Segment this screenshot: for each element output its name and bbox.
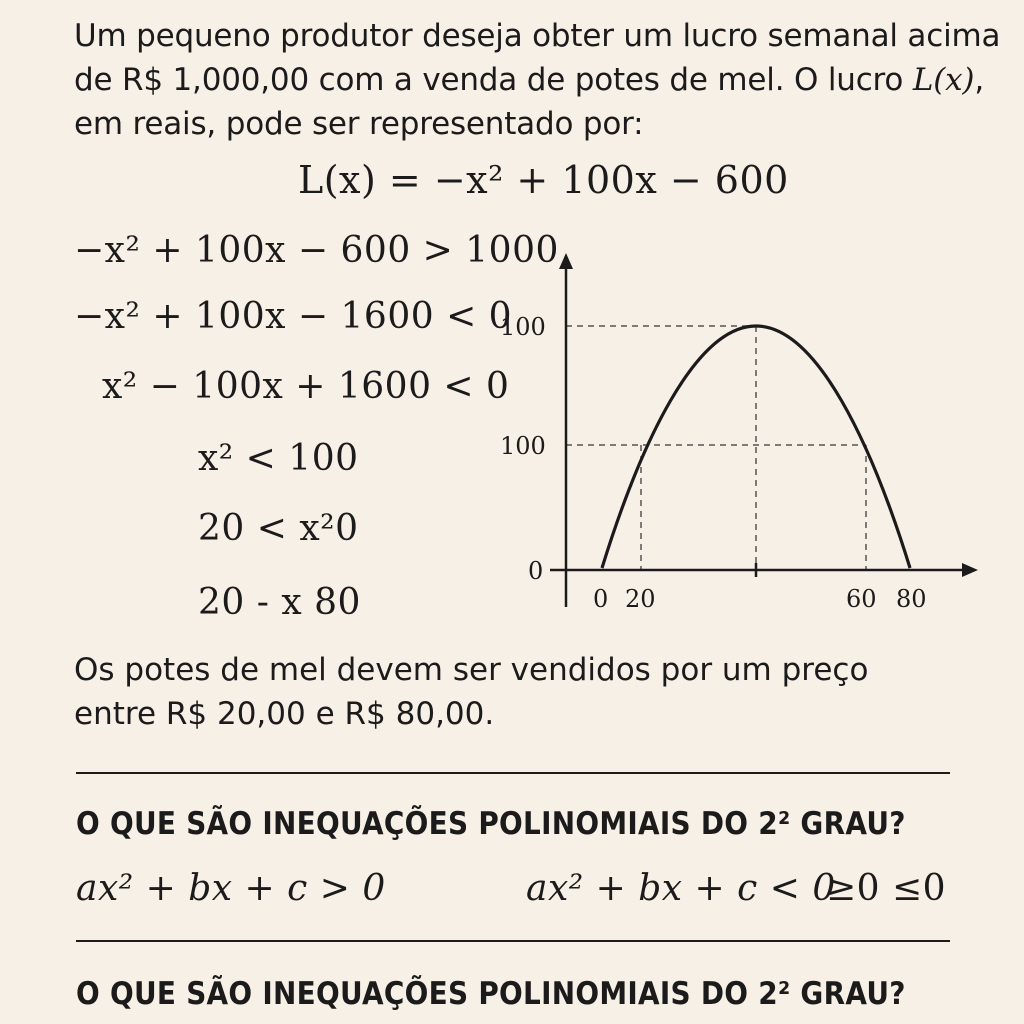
conclusion-paragraph [74, 648, 868, 736]
intro-line-2-text: de R$ 1,000,00 com a venda de potes de mel. O lucro [74, 62, 913, 98]
inequality-greater: ax² + bx + c > 0 [76, 868, 386, 909]
intro-paragraph [74, 14, 1001, 146]
conclusion-line-2: entre R$ 20,00 e R$ 80,00. [74, 696, 495, 732]
step-1: −x² + 100x − 600 > 1000 [74, 230, 559, 271]
inequality-extra-symbols: ≥0 ≤0 [826, 868, 947, 909]
divider-1 [76, 772, 950, 774]
conclusion-line-1: Os potes de mel devem ser vendidos por um preço [74, 652, 869, 688]
y-label-top: 100 [500, 313, 546, 341]
y-label-zero: 0 [528, 557, 544, 585]
intro-line-2 [74, 58, 984, 102]
step-4: x² < 100 [198, 438, 359, 479]
intro-line-1: Um pequeno produtor deseja obter um lucro semanal acima [74, 18, 1001, 54]
profit-formula: L(x) = −x² + 100x − 600 [298, 158, 789, 202]
x-label-20: 20 [625, 585, 656, 613]
intro-line-2-punct: , [974, 62, 984, 98]
step-2: −x² + 100x − 1600 < 0 [74, 296, 513, 337]
parabola-graph [490, 245, 990, 625]
graph-guides [566, 326, 866, 570]
divider-2 [76, 940, 950, 942]
x-label-80: 80 [896, 585, 927, 613]
section-heading-2: O QUE SÃO INEQUAÇÕES POLINOMIAIS DO 2² GRAU? [76, 976, 906, 1012]
y-axis-arrow [559, 253, 573, 269]
step-6: 20 - x 80 [198, 582, 361, 623]
x-label-60: 60 [846, 585, 877, 613]
intro-function-name: L(x) [912, 62, 975, 98]
section-heading-1: O QUE SÃO INEQUAÇÕES POLINOMIAIS DO 2² GRAU? [76, 806, 906, 842]
x-label-0: 0 [593, 585, 609, 613]
x-axis-arrow [962, 563, 978, 577]
step-3: x² − 100x + 1600 < 0 [102, 366, 510, 407]
y-label-middle: 100 [500, 432, 546, 460]
intro-line-3: em reais, pode ser representado por: [74, 106, 644, 142]
inequality-less: ax² + bx + c < 0 [526, 868, 836, 909]
step-5: 20 < x²0 [198, 508, 359, 549]
